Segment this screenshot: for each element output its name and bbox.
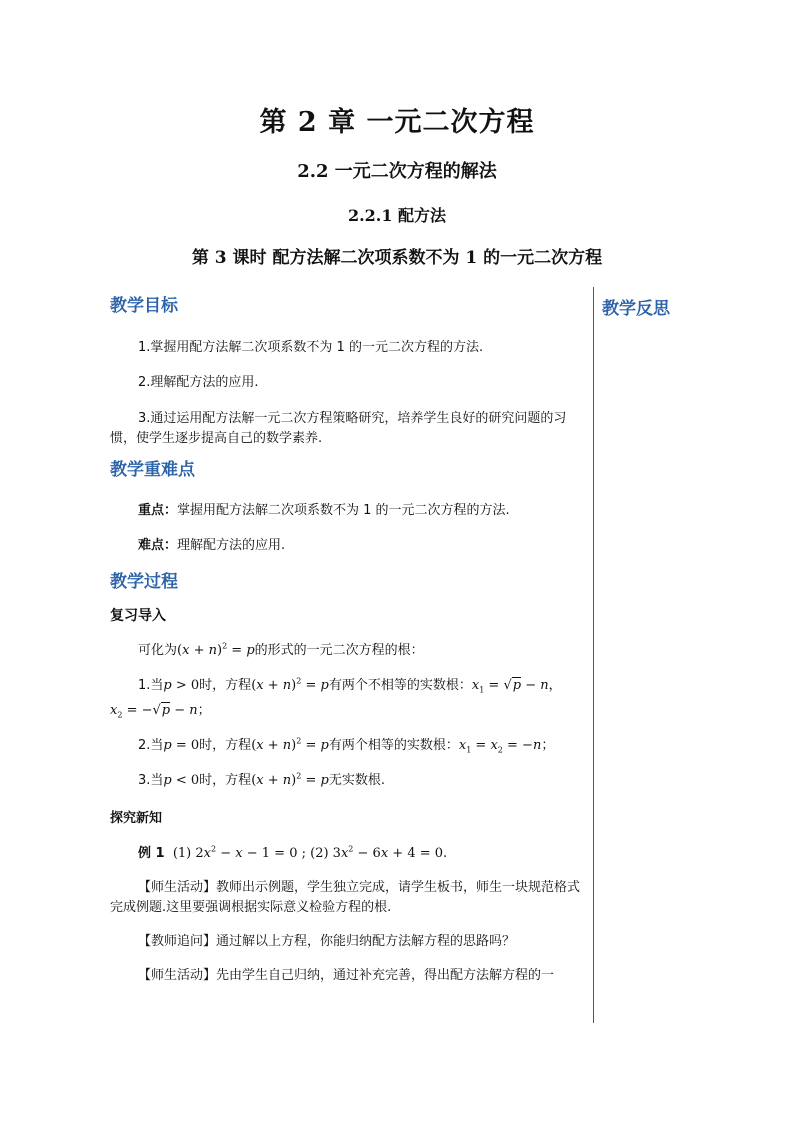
key-points-heading: 教学重难点 bbox=[110, 460, 195, 480]
activity-2 bbox=[110, 966, 588, 986]
reflection-heading: 教学反思 bbox=[602, 299, 670, 319]
example-1 bbox=[110, 844, 588, 864]
example-equations: (1) $2x^2 - x - 1 = 0$ ; (2) $3x^2 - 6x + 4 = 0$. bbox=[172, 844, 448, 861]
activity1-text: 教师出示例题，学生独立完成，请学生板书，师生一块规范格式完成例题.这里要强调根据实际意义检验方程的根. bbox=[110, 880, 581, 915]
difficulty-point bbox=[110, 536, 588, 556]
review-intro bbox=[110, 641, 588, 661]
formula-p-positive: p > 0 bbox=[163, 678, 200, 693]
case3-post: 无实数根. bbox=[328, 773, 385, 788]
difficulty-text: 理解配方法的应用. bbox=[177, 538, 286, 553]
activity-1 bbox=[110, 878, 588, 918]
review-intro-post: 的形式的一元二次方程的根： bbox=[254, 643, 424, 658]
formula-equal-roots: $x_1 = x_2 = -n$ bbox=[458, 738, 542, 755]
difficulty-label: 难点： bbox=[138, 538, 178, 553]
lesson-title: 第 3 课时 配方法解二次项系数不为 1 的一元二次方程 bbox=[191, 248, 603, 268]
case1-post: 有两个不相等的实数根： bbox=[328, 678, 472, 693]
activity2-text: 先由学生自己归纳，通过补充完善，得出配方法解方程的一 bbox=[216, 968, 555, 983]
process-heading: 教学过程 bbox=[110, 572, 178, 592]
objective-item-2: 2.理解配方法的应用. bbox=[138, 375, 259, 390]
formula-square-form: $(x + n)^2 = p$ bbox=[251, 676, 329, 693]
activity1-label: 【师生活动】 bbox=[138, 880, 217, 895]
objectives-heading: 教学目标 bbox=[110, 296, 178, 316]
case-3 bbox=[110, 771, 588, 791]
case2-pre: 2.当 bbox=[138, 738, 164, 753]
objective-item-1: 1.掌握用配方法解二次项系数不为 1 的一元二次方程的方法. bbox=[138, 340, 484, 355]
key-point bbox=[110, 501, 588, 521]
case3-mid: 时，方程 bbox=[199, 773, 252, 788]
section-title: 2.2 一元二次方程的解法 bbox=[297, 161, 497, 182]
review-intro-pre: 可化为 bbox=[138, 643, 178, 658]
formula-p-zero: p = 0 bbox=[163, 738, 200, 753]
question-label: 【教师追问】 bbox=[138, 934, 217, 949]
case-1-cont: $x_2 = -√p - n$； bbox=[110, 703, 211, 720]
formula-square-form: $(x + n)^2 = p$ bbox=[251, 771, 329, 788]
explore-heading: 探究新知 bbox=[110, 811, 163, 826]
key-point-text: 掌握用配方法解二次项系数不为 1 的一元二次方程的方法. bbox=[177, 503, 510, 518]
case3-pre: 3.当 bbox=[138, 773, 164, 788]
case1-mid: 时，方程 bbox=[199, 678, 252, 693]
case2-mid: 时，方程 bbox=[199, 738, 252, 753]
main-column bbox=[110, 294, 588, 986]
example-label: 例 1 bbox=[138, 846, 165, 861]
key-point-label: 重点： bbox=[138, 503, 178, 518]
case2-post: 有两个相等的实数根： bbox=[328, 738, 459, 753]
case-1: 1.当p > 0时，方程$(x + n)^2 = p$有两个不相等的实数根：$x_1 = √p - n$， bbox=[138, 676, 562, 695]
chapter-title: 第 2 章 一元二次方程 bbox=[259, 107, 535, 138]
teacher-question bbox=[110, 932, 588, 952]
formula-square-form: $(x + n)^2 = p$ bbox=[177, 641, 255, 658]
column-divider bbox=[593, 287, 594, 1023]
case1-pre: 1.当 bbox=[138, 678, 164, 693]
formula-root-x2: $x_2 = -√p - n$ bbox=[110, 703, 198, 720]
case-2: 2.当p = 0时，方程$(x + n)^2 = p$有两个相等的实数根：$x_1 = x_2 = -n$； bbox=[138, 736, 555, 755]
activity2-label: 【师生活动】 bbox=[138, 968, 217, 983]
review-heading: 复习导入 bbox=[110, 608, 166, 624]
subsection-title: 2.2.1 配方法 bbox=[347, 206, 447, 225]
question-text: 通过解以上方程，你能归纳配方法解方程的思路吗？ bbox=[216, 934, 516, 949]
formula-square-form: $(x + n)^2 = p$ bbox=[251, 736, 329, 753]
objective-item-3: 3.通过运用配方法解一元二次方程策略研究，培养学生良好的研究问题的习惯，使学生逐步提高自己的数学素养. bbox=[110, 411, 567, 446]
formula-p-negative: p < 0 bbox=[163, 773, 200, 788]
formula-root-x1: $x_1 = √p - n$ bbox=[471, 678, 549, 695]
